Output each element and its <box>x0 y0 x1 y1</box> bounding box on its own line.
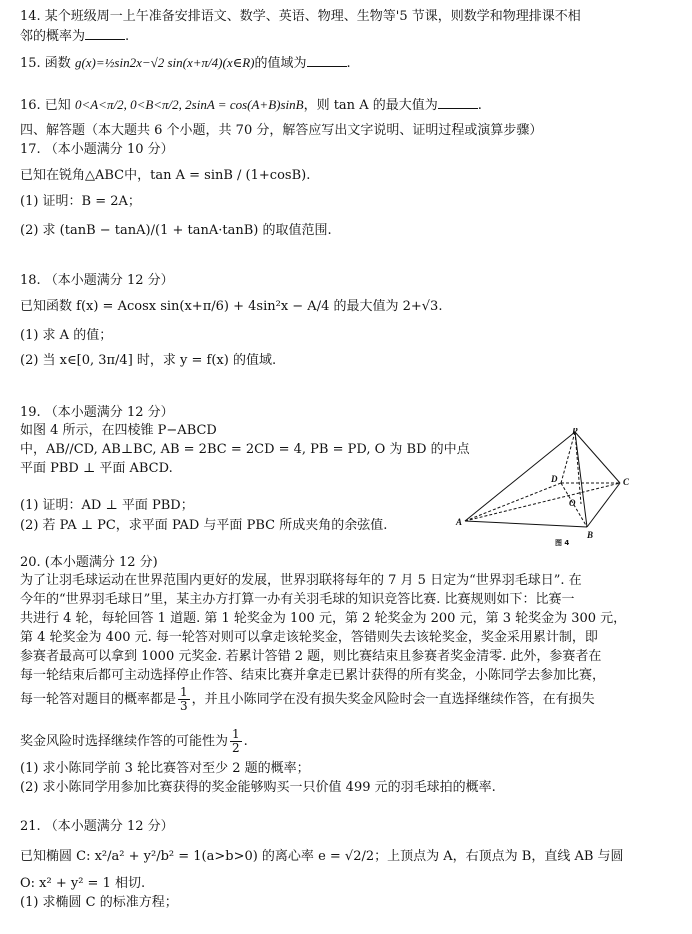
label-O: O <box>569 498 576 508</box>
q16: 16. 已知 0<A<π/2, 0<B<π/2, 2sinA = cos(A+B)sinB，则 tan A 的最大值为 . <box>20 97 482 113</box>
q21-header: 21. （本小题满分 12 分） <box>20 819 174 834</box>
q17-stem: 已知在锐角△ABC中，tan A = sinB / (1+cosB). <box>20 168 311 183</box>
q20-line7: 每一轮答对题目的概率都是 $\frac{1}{3}$ ，并且小陈同学在没有损失奖金风险时会一直选择继续作答，在有损失 <box>20 685 595 713</box>
label-P: P <box>572 428 578 436</box>
q20-line1: 为了让羽毛球运动在世界范围内更好的发展，世界羽联将每年的 7 月 5 日定为“世界羽毛球日”. 在 <box>20 573 582 588</box>
q19-header: 19. （本小题满分 12 分） <box>20 405 174 420</box>
answer-blank <box>438 96 478 109</box>
answer-blank <box>85 27 125 40</box>
q20-line2: 今年的“世界羽毛球日”里，某主办方打算一办有关羽毛球的知识竞答比赛. 比赛规则如下：比赛一 <box>20 592 575 607</box>
q21-stem: 已知椭圆 C: x²/a² + y²/b² = 1(a>b>0) 的离心率 e = √2/2；上顶点为 A，右顶点为 B，直线 AB 与圆 <box>20 849 624 864</box>
fraction-one-third: $\frac{1}{3}$ <box>180 685 188 713</box>
q20-line8: 奖金风险时选择继续作答的可能性为 $\frac{1}{2}$ . <box>20 727 248 755</box>
answer-blank <box>307 54 347 67</box>
q19-part2: (2) 若 PA ⊥ PC，求平面 PAD 与平面 PBC 所成夹角的余弦值. <box>20 518 388 533</box>
q20-part1: (1) 求小陈同学前 3 轮比赛答对至少 2 题的概率； <box>20 761 310 776</box>
q19-line1: 如图 4 所示，在四棱锥 P−ABCD <box>20 423 217 438</box>
q18-stem: 已知函数 f(x) = Acosx sin(x+π/6) + 4sin²x − A/4 的最大值为 2+√3. <box>20 299 443 314</box>
fraction-one-half: $\frac{1}{2}$ <box>232 727 240 755</box>
q18-header: 18. （本小题满分 12 分） <box>20 273 174 288</box>
figure-caption: 图 4 <box>555 539 570 546</box>
q21-line2: O: x² + y² = 1 相切. <box>20 876 146 891</box>
q17-part2: (2) 求 (tanB − tanA)/(1 + tanA·tanB) 的取值范围. <box>20 223 332 238</box>
q17-part1: (1) 证明：B = 2A； <box>20 194 141 209</box>
label-C: C <box>623 477 630 487</box>
q14-line1: 14. 某个班级周一上午准备安排语文、数学、英语、物理、生物等'5 节课，则数学和物理排课不相 <box>20 9 581 24</box>
q19-line2: 中，AB//CD, AB⊥BC, AB = 2BC = 2CD = 4, PB = PD, O 为 BD 的中点 <box>20 442 470 457</box>
q15: 15. 函数 g(x)=½sin2x−√2 sin(x+π/4)(x∈R)的值域为 . <box>20 55 351 71</box>
q19-line3: 平面 PBD ⊥ 平面 ABCD. <box>20 461 173 476</box>
q20-line3: 共进行 4 轮，每轮回答 1 道题. 第 1 轮奖金为 100 元，第 2 轮奖金为 200 元，第 3 轮奖金为 300 元， <box>20 611 627 626</box>
q20-header: 20. (本小题满分 12 分) <box>20 555 158 570</box>
label-D: D <box>551 474 558 484</box>
q14-line2: 邻的概率为 . <box>20 29 130 44</box>
q20-line4: 第 4 轮奖金为 400 元. 每一轮答对则可以拿走该轮奖金，答错则失去该轮奖金，奖金采用累计制，即 <box>20 630 598 645</box>
q19-part1: (1) 证明：AD ⊥ 平面 PBD； <box>20 498 194 513</box>
q21-part1: (1) 求椭圆 C 的标准方程； <box>20 895 178 910</box>
label-A: A <box>456 517 463 527</box>
section-heading: 四、解答题（本大题共 6 个小题，共 70 分，解答应写出文字说明、证明过程或演算步骤） <box>20 123 543 138</box>
q18-part1: (1) 求 A 的值； <box>20 328 113 343</box>
q17-header: 17. （本小题满分 10 分） <box>20 142 174 157</box>
q20-line5: 参赛者最高可以拿到 1000 元奖金. 若累计答错 2 题，则比赛结束且参赛者奖金清零. 此外，参赛者在 <box>20 649 602 664</box>
q20-part2: (2) 求小陈同学用参加比赛获得的奖金能够购买一只价值 499 元的羽毛球拍的概率. <box>20 780 496 795</box>
q18-part2: (2) 当 x∈[0, 3π/4] 时，求 y = f(x) 的值域. <box>20 353 277 368</box>
label-B: B <box>587 530 594 540</box>
pyramid-figure <box>455 428 665 546</box>
q20-line6: 每一轮结束后都可主动选择停止作答、结束比赛并拿走已累计获得的所有奖金，小陈同学去参加比赛， <box>20 668 606 683</box>
